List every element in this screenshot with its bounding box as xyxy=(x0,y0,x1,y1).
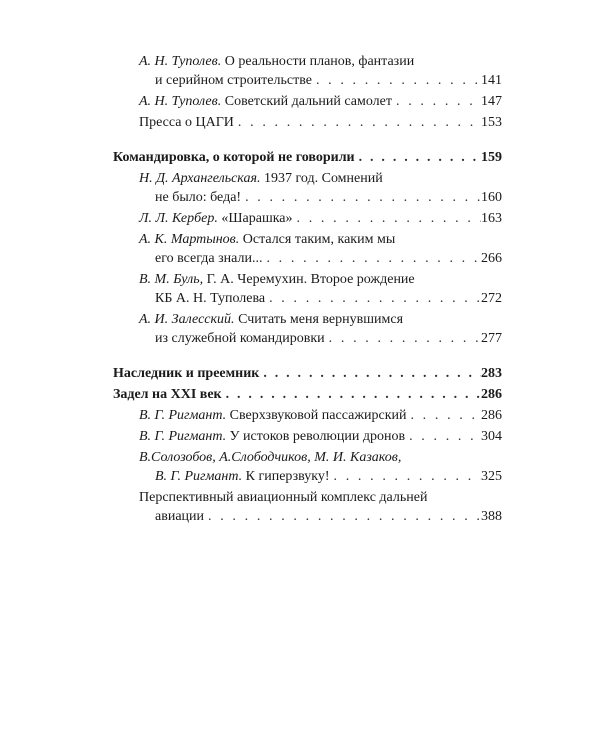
toc-page: 147 xyxy=(481,94,502,109)
toc-title: авиации xyxy=(155,509,205,524)
leader-dots xyxy=(405,427,481,446)
toc-entry xyxy=(113,488,502,526)
toc-entry xyxy=(113,427,502,446)
leader-dots xyxy=(392,92,481,111)
leader-dots xyxy=(241,188,481,207)
table-of-contents xyxy=(113,52,502,528)
toc-title: Г. А. Черемухин. Второе рождение xyxy=(203,272,415,287)
leader-dots xyxy=(234,113,481,132)
toc-entry xyxy=(113,230,502,268)
toc-page: 286 xyxy=(481,408,502,423)
toc-page: 283 xyxy=(481,366,502,381)
leader-dots xyxy=(259,364,481,383)
toc-title: не было: беда! xyxy=(155,190,242,205)
toc-author: Л. Л. Кербер. xyxy=(139,211,218,226)
section-title: Наследник и преемник xyxy=(113,366,260,381)
toc-page: 388 xyxy=(481,509,502,524)
toc-entry xyxy=(113,270,502,308)
toc-title: О реальности планов, фантазии xyxy=(221,54,415,69)
toc-page: 325 xyxy=(481,469,502,484)
toc-author: А. Н. Туполев. xyxy=(139,94,222,109)
toc-author: А. К. Мартынов. xyxy=(139,232,240,247)
toc-entry xyxy=(113,448,502,486)
leader-dots xyxy=(312,71,481,90)
toc-title: Остался таким, каким мы xyxy=(239,232,396,247)
toc-title: его всегда знали... xyxy=(155,251,263,266)
leader-dots xyxy=(293,209,481,228)
toc-page: 277 xyxy=(481,331,502,346)
leader-dots xyxy=(265,289,481,308)
toc-author: А. Н. Туполев. xyxy=(139,54,222,69)
toc-page: 153 xyxy=(481,115,502,130)
toc-page: 272 xyxy=(481,291,502,306)
toc-entry xyxy=(113,310,502,348)
section-title: Задел на XXI век xyxy=(113,387,222,402)
toc-author: В. М. Буль, xyxy=(139,272,204,287)
toc-title: из служебной командировки xyxy=(155,331,325,346)
leader-dots xyxy=(330,467,481,486)
toc-entry xyxy=(113,52,502,90)
toc-entry xyxy=(113,169,502,207)
toc-page: 160 xyxy=(481,190,502,205)
toc-title: и серийном строительстве xyxy=(155,73,312,88)
toc-entry xyxy=(113,92,502,111)
toc-title: Перспективный авиационный комплекс дальней xyxy=(139,490,428,505)
toc-author: В. Г. Ригмант. xyxy=(155,469,243,484)
toc-title: 1937 год. Сомнений xyxy=(260,171,383,186)
toc-page: 141 xyxy=(481,73,502,88)
leader-dots xyxy=(222,385,481,404)
toc-entry xyxy=(113,113,502,132)
toc-author: В.Солозобов, А.Слободчиков, М. И. Казаков, xyxy=(139,450,402,465)
toc-title: Пресса о ЦАГИ xyxy=(139,115,234,130)
leader-dots xyxy=(204,507,481,526)
toc-title: Советский дальний самолет xyxy=(221,94,393,109)
toc-author: В. Г. Ригмант. xyxy=(139,429,227,444)
toc-page: 304 xyxy=(481,429,502,444)
toc-page: 163 xyxy=(481,211,502,226)
section-title: Командировка, о которой не говорили xyxy=(113,150,355,165)
toc-entry xyxy=(113,406,502,425)
toc-page: 159 xyxy=(481,150,502,165)
toc-title: «Шарашка» xyxy=(217,211,293,226)
leader-dots xyxy=(325,329,481,348)
leader-dots xyxy=(355,148,481,167)
toc-page: 286 xyxy=(481,387,502,402)
toc-section xyxy=(113,364,502,383)
toc-title: Сверхзвуковой пассажирский xyxy=(226,408,407,423)
toc-page: 266 xyxy=(481,251,502,266)
toc-title: Считать меня вернувшимся xyxy=(234,312,404,327)
toc-author: Н. Д. Архангельская. xyxy=(139,171,261,186)
toc-section xyxy=(113,385,502,404)
toc-title: У истоков революции дронов xyxy=(226,429,406,444)
toc-title: К гиперзвуку! xyxy=(242,469,330,484)
leader-dots xyxy=(406,406,481,425)
toc-title: КБ А. Н. Туполева xyxy=(155,291,266,306)
toc-author: А. И. Залесский. xyxy=(139,312,235,327)
toc-section xyxy=(113,148,502,167)
toc-author: В. Г. Ригмант. xyxy=(139,408,227,423)
toc-entry xyxy=(113,209,502,228)
leader-dots xyxy=(262,249,481,268)
